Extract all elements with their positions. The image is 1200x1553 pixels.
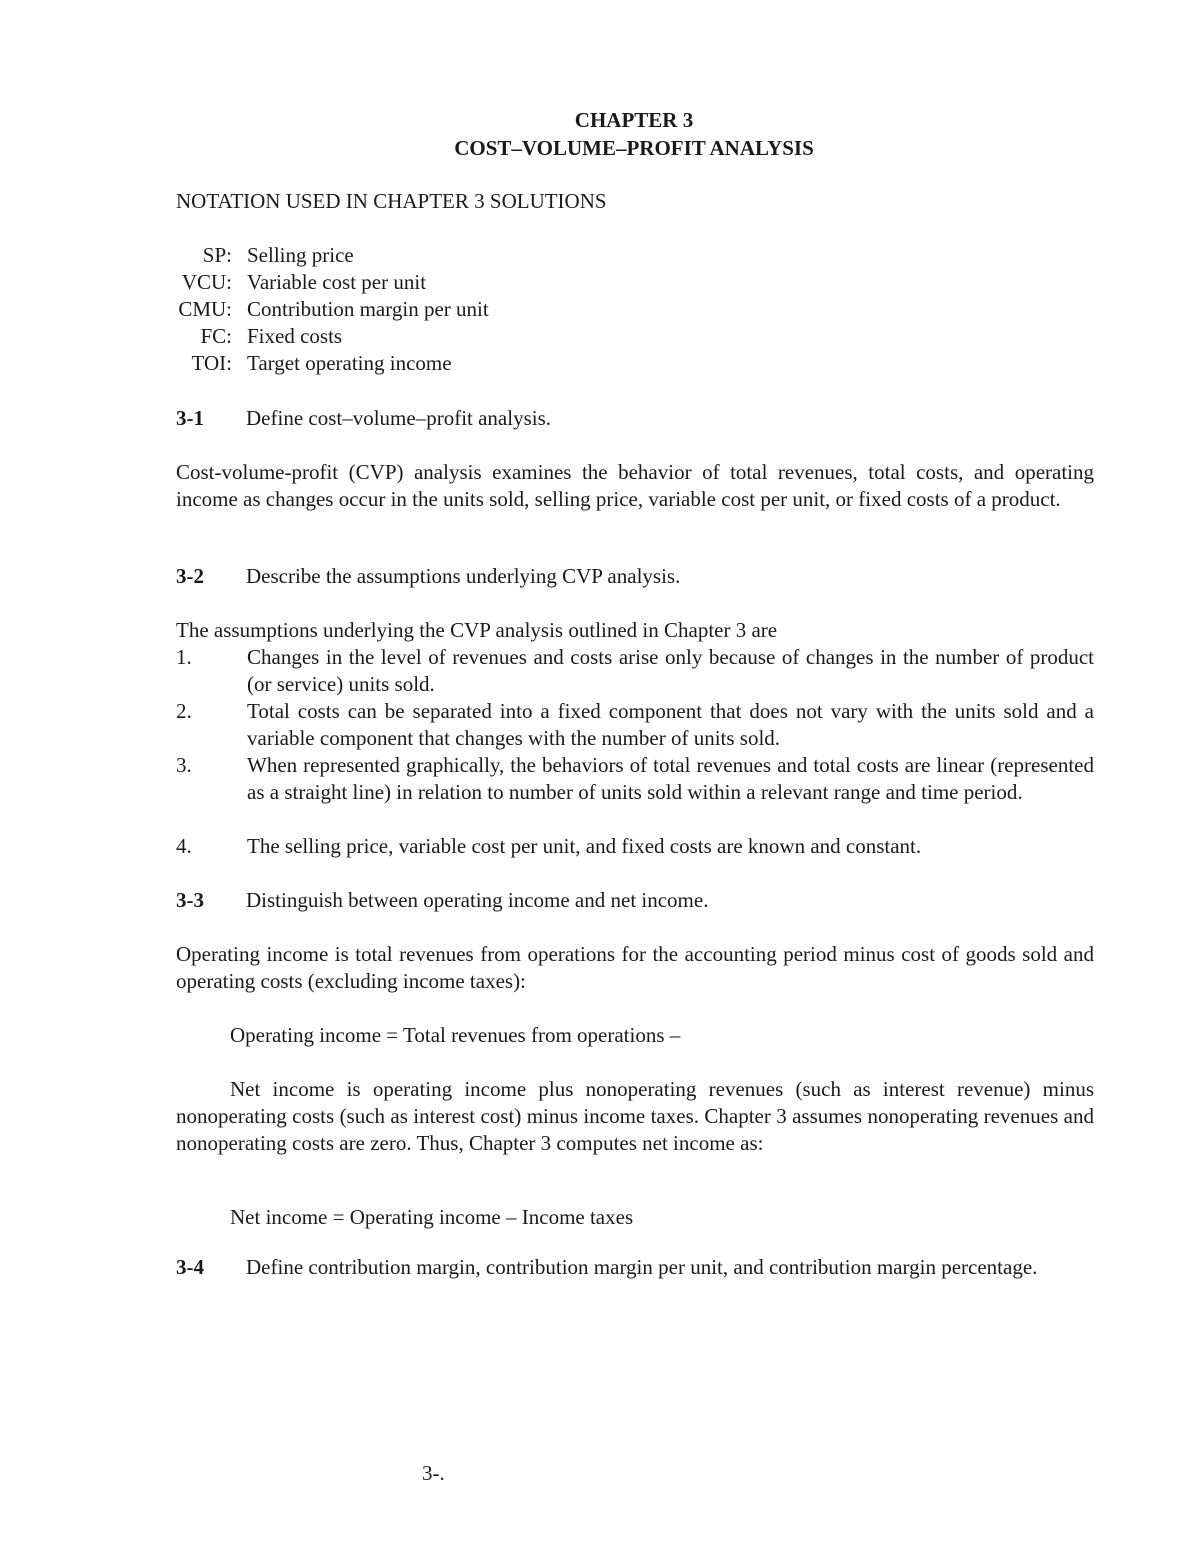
list-item: Changes in the level of revenues and costs arise only because of changes in the number of product (or service) units sold.	[247, 645, 1094, 696]
notation-meaning: Variable cost per unit	[247, 270, 427, 294]
question-text: Distinguish between operating income and net income.	[246, 888, 709, 912]
chapter-title: COST–VOLUME–PROFIT ANALYSIS	[454, 136, 814, 160]
answer-paragraph: Operating income is total revenues from operations for the accounting period minus cost of goods sold and operating costs (excluding income taxes):	[176, 942, 1094, 993]
question-number: 3-3	[176, 888, 204, 912]
formula-operating-income: Operating income = Total revenues from operations –	[230, 1023, 681, 1047]
notation-abbr: CMU:	[178, 297, 232, 321]
question-number: 3-2	[176, 564, 204, 588]
notation-meaning: Target operating income	[247, 351, 452, 375]
list-number: 1.	[176, 645, 192, 669]
assumptions-intro: The assumptions underlying the CVP analysis outlined in Chapter 3 are	[176, 618, 778, 642]
notation-meaning: Contribution margin per unit	[247, 297, 489, 321]
list-item: When represented graphically, the behaviors of total revenues and total costs are linear (represented as a straight line) in relation to number of units sold within a relevant range and time period.	[247, 753, 1094, 804]
question-text: Describe the assumptions underlying CVP analysis.	[246, 564, 681, 588]
net-income-paragraph: Net income is operating income plus nonoperating revenues (such as interest revenue) minus nonoperating costs (such as interest cost) minus income taxes. Chapter 3 assumes nonoperating revenues and nonoperating costs are zero. Thus, Chapter 3 computes net income as:	[176, 1077, 1094, 1155]
answer-paragraph: Cost-volume-profit (CVP) analysis examines the behavior of total revenues, total costs, and operating income as changes occur in the units sold, selling price, variable cost per unit, or fixed costs of a product.	[176, 460, 1094, 511]
question-text: Define cost–volume–profit analysis.	[246, 406, 552, 430]
notation-meaning: Fixed costs	[247, 324, 343, 348]
question-number: 3-4	[176, 1255, 204, 1279]
list-item: Total costs can be separated into a fixed component that does not vary with the units sold and a variable component that changes with the number of units sold.	[247, 699, 1094, 750]
notation-heading: NOTATION USED IN CHAPTER 3 SOLUTIONS	[176, 189, 607, 213]
list-number: 3.	[176, 753, 192, 777]
list-number: 2.	[176, 699, 192, 723]
question-text: Define contribution margin, contribution margin per unit, and contribution margin percentage.	[246, 1255, 1038, 1279]
list-item: The selling price, variable cost per unit, and fixed costs are known and constant.	[247, 834, 922, 858]
notation-abbr: VCU:	[181, 270, 232, 294]
notation-abbr: SP:	[202, 243, 232, 267]
formula-net-income: Net income = Operating income – Income taxes	[230, 1205, 634, 1229]
page-number: 3-.	[422, 1461, 445, 1485]
question-number: 3-1	[176, 406, 204, 430]
notation-meaning: Selling price	[247, 243, 354, 267]
chapter-number: CHAPTER 3	[574, 108, 694, 132]
notation-abbr: FC:	[200, 324, 232, 348]
notation-abbr: TOI:	[191, 351, 232, 375]
list-number: 4.	[176, 834, 192, 858]
